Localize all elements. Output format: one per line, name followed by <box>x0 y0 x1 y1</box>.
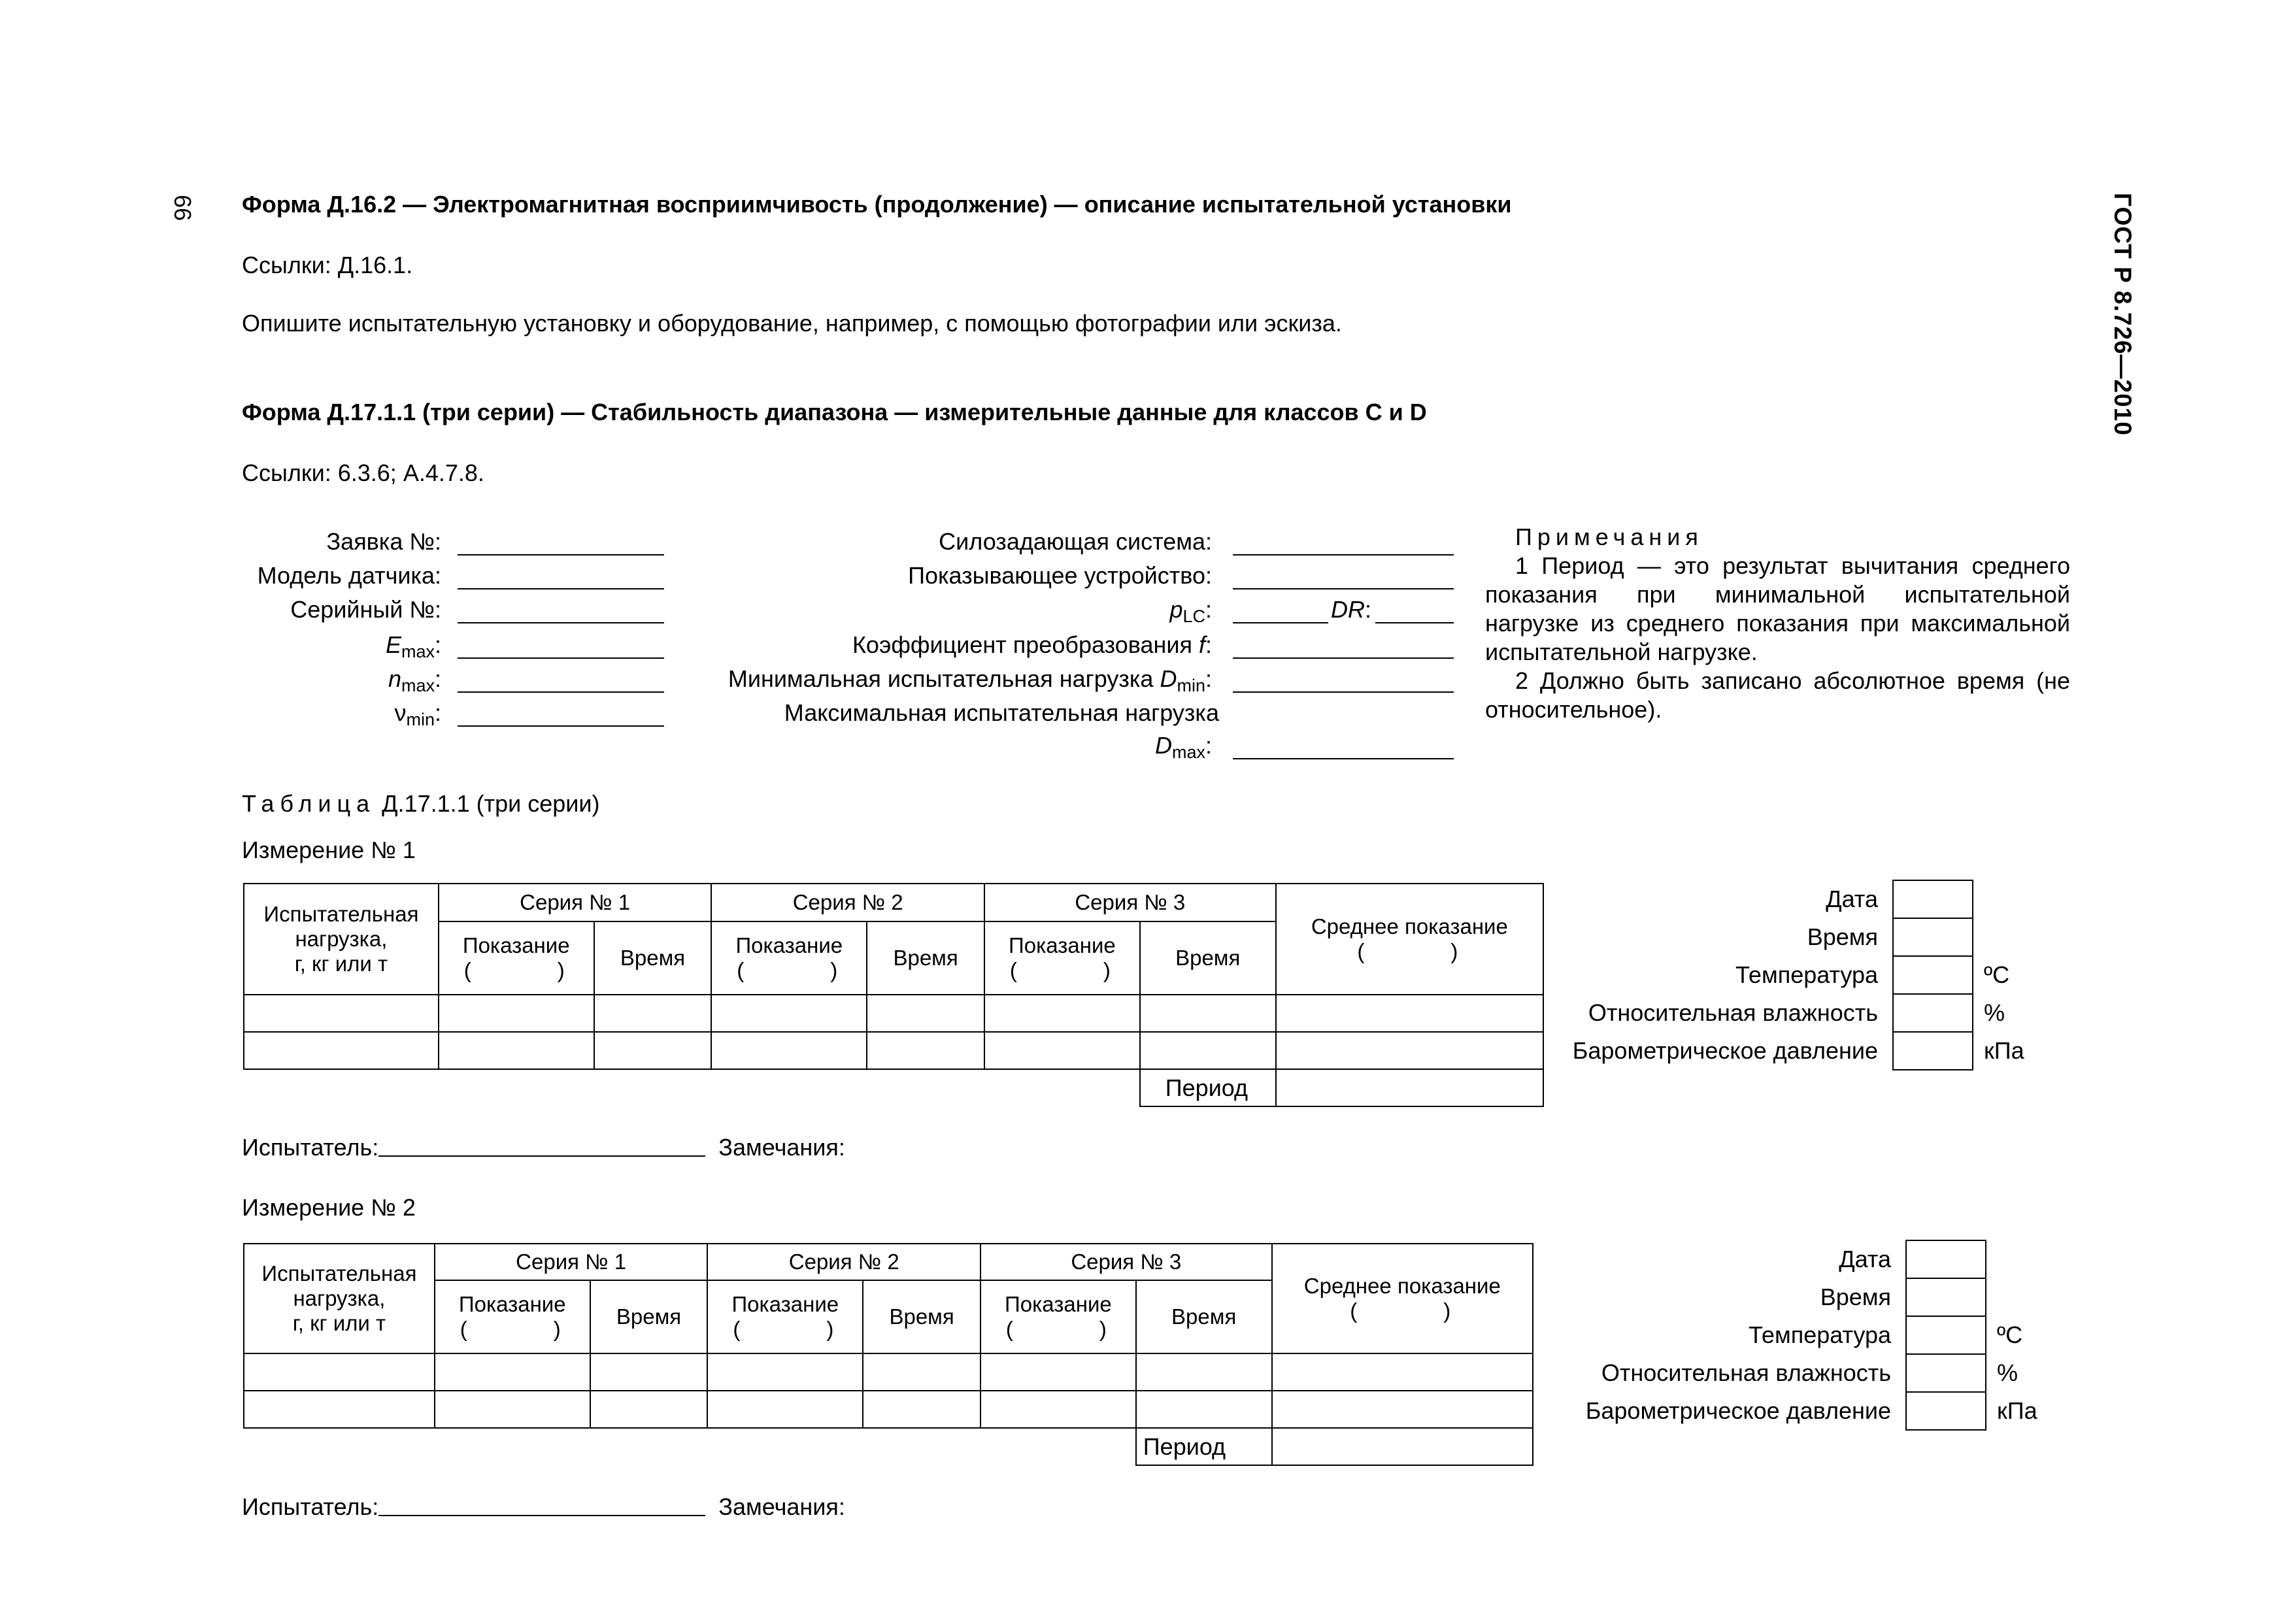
series-3-time-header: Время <box>1140 921 1276 995</box>
form-d16-2-refs: Ссылки: Д.16.1. <box>242 252 413 278</box>
min-load-label: Минимальная испытательная нагрузка $D_{min}$: <box>728 665 1212 695</box>
load-header: Испытательная нагрузка, г, кг или т <box>244 1244 435 1353</box>
period-label: Период <box>1140 1069 1276 1106</box>
humidity-label: Относительная влажность <box>1588 999 1878 1026</box>
table-row <box>244 1391 1533 1428</box>
note-1: 1 Период — это результат вычитания среднего показания при минимальной испытательной нагрузке из среднего показания при максимальной испытательной нагрузке. <box>1485 552 2070 665</box>
pressure-field[interactable] <box>1893 1032 1973 1070</box>
application-no-field[interactable] <box>458 554 664 555</box>
series-3-reading-header: Показание ( ) <box>984 921 1140 995</box>
nmax-label: $n_{max}$: <box>388 665 441 695</box>
period-value[interactable] <box>1272 1428 1533 1465</box>
series-1-reading-header: Показание ( ) <box>435 1280 590 1353</box>
emax-field[interactable] <box>458 657 664 659</box>
pressure-label: Барометрическое давление <box>1572 1037 1878 1064</box>
plc-field[interactable] <box>1233 622 1328 623</box>
vmin-field[interactable] <box>458 725 664 727</box>
measurement-1-title: Измерение № 1 <box>242 837 416 863</box>
time-label: Время <box>1820 1284 1891 1310</box>
pressure-label: Барометрическое давление <box>1585 1397 1891 1424</box>
date-field[interactable] <box>1906 1240 1986 1278</box>
form-d16-2-title: Форма Д.16.2 — Электромагнитная восприимчивость (продолжение) — описание испытательной установки <box>242 191 1512 218</box>
pressure-field[interactable] <box>1906 1392 1986 1430</box>
serial-no-field[interactable] <box>458 622 664 623</box>
mean-reading-header: Среднее показание ( ) <box>1276 884 1543 995</box>
temperature-field[interactable] <box>1906 1316 1986 1354</box>
measurement-2-table <box>243 1243 1533 1466</box>
series-2-header: Серия № 2 <box>707 1244 980 1280</box>
series-1-time-header: Время <box>594 921 712 995</box>
series-1-header: Серия № 1 <box>439 884 712 921</box>
temperature-unit: ºС <box>1984 961 2010 988</box>
serial-no-label: Серийный №: <box>290 596 441 623</box>
time-label: Время <box>1807 923 1878 950</box>
form-d16-2-instruction: Опишите испытательную установку и оборудование, например, с помощью фотографии или эскиза. <box>242 310 1342 337</box>
date-label: Дата <box>1826 886 1878 912</box>
temperature-label: Температура <box>1748 1321 1891 1348</box>
notes-title: Примечания <box>1515 523 1703 550</box>
measurement-2-title: Измерение № 2 <box>242 1194 416 1221</box>
mean-reading-header: Среднее показание ( ) <box>1272 1244 1533 1353</box>
conversion-factor-label: Коэффициент преобразования f: <box>852 631 1212 658</box>
standard-code: ГОСТ Р 8.726—2010 <box>2109 193 2136 436</box>
emax-label: $E_{max}$: <box>385 631 441 661</box>
page-number: 66 <box>169 195 196 222</box>
series-3-time-header: Время <box>1136 1280 1272 1353</box>
series-2-time-header: Время <box>863 1280 980 1353</box>
series-3-header: Серия № 3 <box>980 1244 1272 1280</box>
series-1-header: Серия № 1 <box>435 1244 708 1280</box>
load-header: Испытательная нагрузка, г, кг или т <box>244 884 439 995</box>
dmax-label: $D_{max}$: <box>1154 732 1212 762</box>
application-no-label: Заявка №: <box>326 528 441 555</box>
series-2-reading-header: Показание ( ) <box>711 921 867 995</box>
table-row <box>244 1353 1533 1391</box>
series-1-reading-header: Показание ( ) <box>439 921 594 995</box>
sensor-model-field[interactable] <box>458 588 664 589</box>
temperature-label: Температура <box>1735 961 1878 988</box>
notes-block <box>1485 523 2070 724</box>
series-2-reading-header: Показание ( ) <box>707 1280 863 1353</box>
force-system-field[interactable] <box>1233 554 1454 555</box>
table-row <box>244 995 1543 1032</box>
max-load-label: Максимальная испытательная нагрузка <box>784 699 1219 726</box>
min-load-field[interactable] <box>1233 691 1454 693</box>
humidity-field[interactable] <box>1893 994 1973 1032</box>
humidity-unit: % <box>1997 1359 2019 1386</box>
measurement-2-tester: Испытатель: Замечания: <box>242 1493 845 1520</box>
nmax-field[interactable] <box>458 691 664 693</box>
form-d17-title: Форма Д.17.1.1 (три серии) — Стабильность диапазона — измерительные данные для классов C и D <box>242 399 1427 425</box>
series-2-time-header: Время <box>867 921 984 995</box>
tester-1-field[interactable] <box>378 1136 705 1157</box>
humidity-label: Относительная влажность <box>1601 1359 1891 1386</box>
measurement-1-table <box>243 883 1544 1107</box>
series-2-header: Серия № 2 <box>711 884 984 921</box>
date-label: Дата <box>1839 1246 1891 1272</box>
dr-field[interactable] <box>1375 622 1454 623</box>
measurement-1-tester: Испытатель: Замечания: <box>242 1134 845 1161</box>
table-row <box>244 1032 1543 1069</box>
pressure-unit: кПа <box>1984 1037 2024 1064</box>
force-system-label: Силозадающая система: <box>939 528 1212 555</box>
humidity-field[interactable] <box>1906 1354 1986 1392</box>
note-2: 2 Должно быть записано абсолютное время (не относительное). <box>1485 667 2070 723</box>
max-load-field[interactable] <box>1233 758 1454 759</box>
indicator-field[interactable] <box>1233 588 1454 589</box>
time-field[interactable] <box>1906 1278 1986 1316</box>
measurement-2-conditions <box>1586 1240 2056 1431</box>
plc-label: $p_{LC}$: <box>1169 596 1212 626</box>
period-value[interactable] <box>1276 1069 1543 1106</box>
sensor-model-label: Модель датчика: <box>257 562 441 589</box>
temperature-field[interactable] <box>1893 956 1973 994</box>
time-field[interactable] <box>1893 918 1973 956</box>
period-label: Период <box>1136 1428 1272 1465</box>
vmin-label: $\nu_{min}$: <box>394 699 441 729</box>
dr-label: DR: <box>1331 596 1372 623</box>
series-3-reading-header: Показание ( ) <box>980 1280 1136 1353</box>
humidity-unit: % <box>1984 999 2005 1026</box>
indicator-label: Показывающее устройство: <box>908 562 1212 589</box>
pressure-unit: кПа <box>1997 1397 2037 1424</box>
series-3-header: Серия № 3 <box>984 884 1276 921</box>
tester-2-field[interactable] <box>378 1495 705 1516</box>
form-d17-refs: Ссылки: 6.3.6; А.4.7.8. <box>242 459 484 486</box>
conversion-factor-field[interactable] <box>1233 657 1454 659</box>
table-caption: Таблица Д.17.1.1 (три серии) <box>242 790 600 817</box>
temperature-unit: ºС <box>1997 1321 2023 1348</box>
date-field[interactable] <box>1893 880 1973 918</box>
measurement-1-conditions <box>1573 880 2043 1070</box>
series-1-time-header: Время <box>590 1280 708 1353</box>
